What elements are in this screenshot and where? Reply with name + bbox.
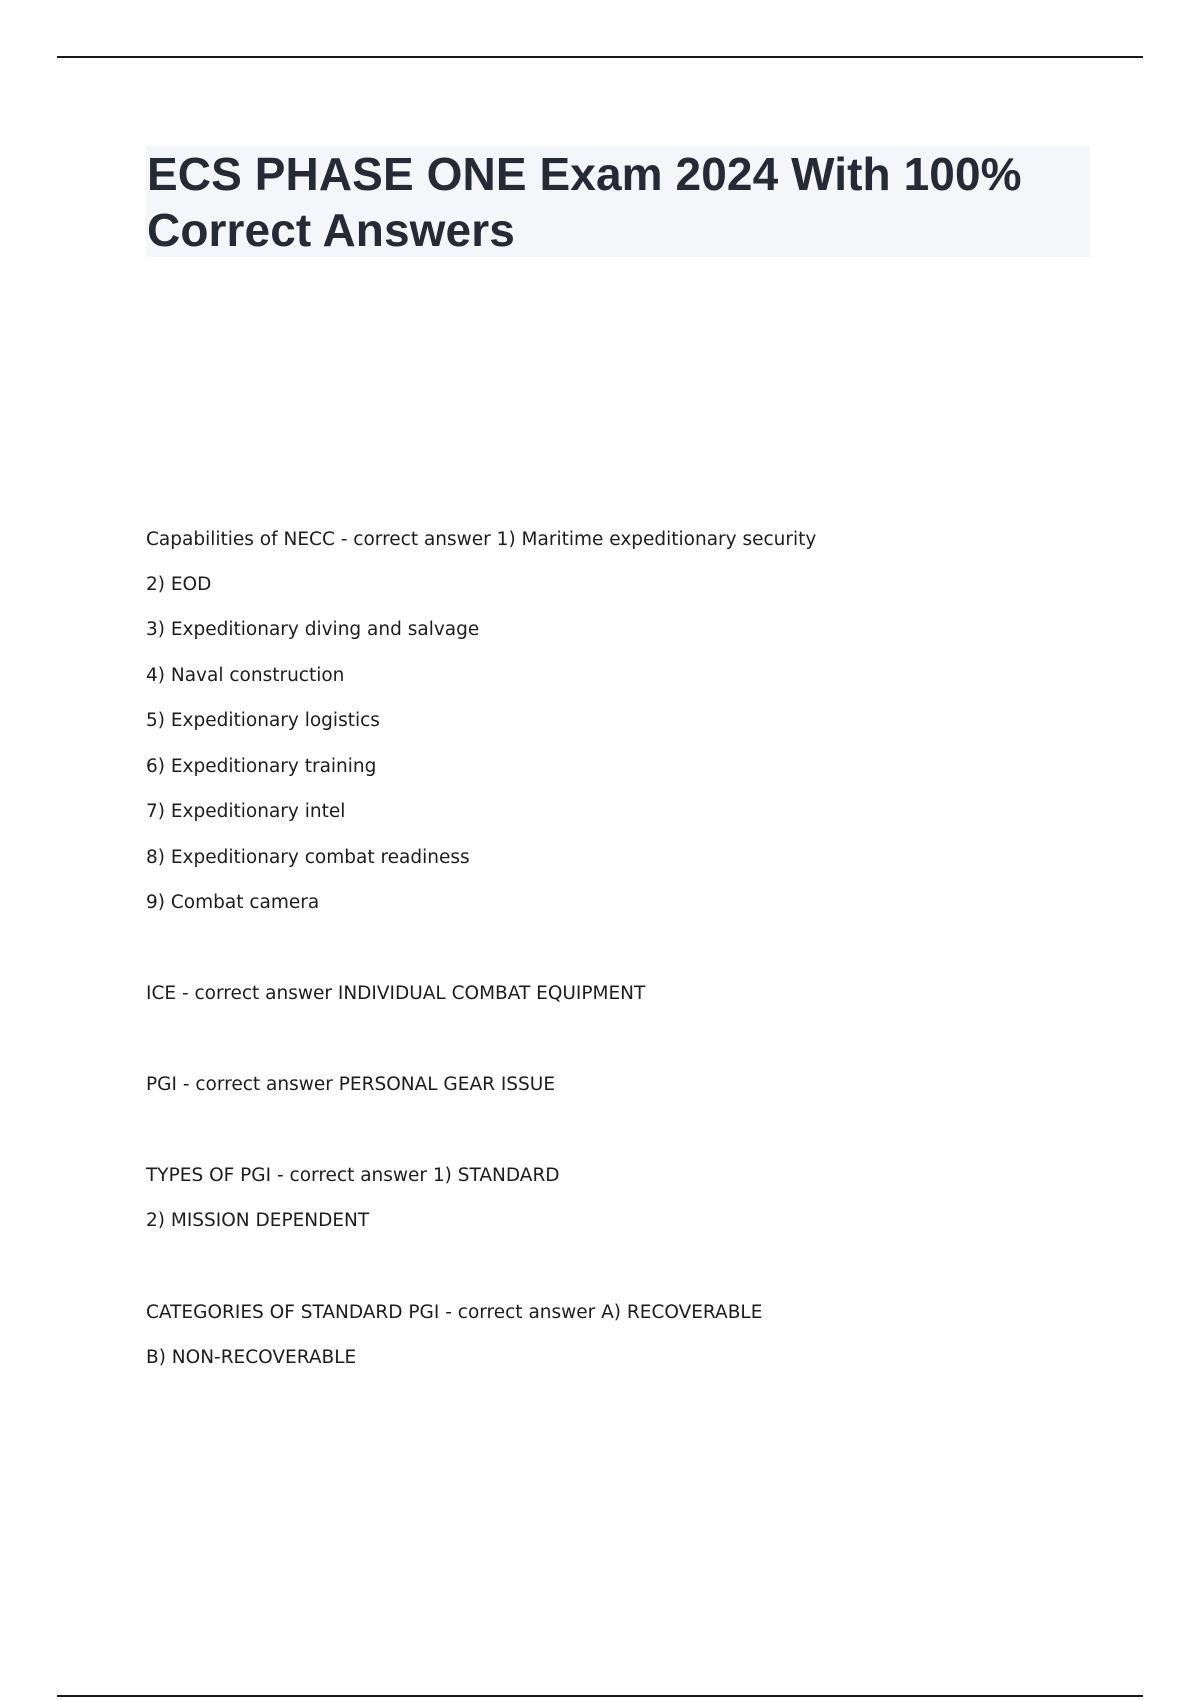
title-block (146, 146, 1090, 257)
question-text: CATEGORIES OF STANDARD PGI (146, 1302, 440, 1323)
answer-line: 7) Expeditionary intel (146, 801, 346, 822)
question-text: PGI (146, 1074, 177, 1095)
answer-separator: - correct answer (439, 1302, 602, 1323)
answer-text: INDIVIDUAL COMBAT EQUIPMENT (337, 983, 646, 1004)
answer-line: 6) Expeditionary training (146, 756, 377, 777)
question-text: Capabilities of NECC (146, 529, 335, 550)
qa-line (146, 1301, 762, 1325)
answer-text: PERSONAL GEAR ISSUE (338, 1074, 556, 1095)
qa-line (146, 982, 645, 1006)
answer-line: B) NON-RECOVERABLE (146, 1347, 357, 1368)
question-text: ICE (146, 983, 177, 1004)
qa-line (146, 528, 816, 552)
top-rule (57, 56, 1143, 58)
answer-separator: - correct answer (334, 529, 497, 550)
answer-text: 1) STANDARD (432, 1165, 560, 1186)
answer-separator: - correct answer (176, 1074, 339, 1095)
answer-line: 2) MISSION DEPENDENT (146, 1210, 370, 1231)
qa-line (146, 1164, 560, 1188)
answer-separator: - correct answer (271, 1165, 433, 1186)
qa-line (146, 1073, 555, 1097)
answer-line: 8) Expeditionary combat readiness (146, 847, 470, 868)
bottom-rule (57, 1695, 1143, 1697)
answer-separator: - correct answer (176, 983, 338, 1004)
answer-line: 5) Expeditionary logistics (146, 710, 380, 731)
answer-line: 4) Naval construction (146, 665, 345, 686)
document-title: ECS PHASE ONE Exam 2024 With 100% Correct Answers (147, 148, 1022, 256)
answer-text: A) RECOVERABLE (601, 1302, 763, 1323)
question-text: TYPES OF PGI (146, 1165, 272, 1186)
answer-text: 1) Maritime expeditionary security (496, 529, 817, 550)
answer-line: 9) Combat camera (146, 892, 320, 913)
answer-line: 3) Expeditionary diving and salvage (146, 619, 480, 640)
answer-line: 2) EOD (146, 574, 212, 595)
